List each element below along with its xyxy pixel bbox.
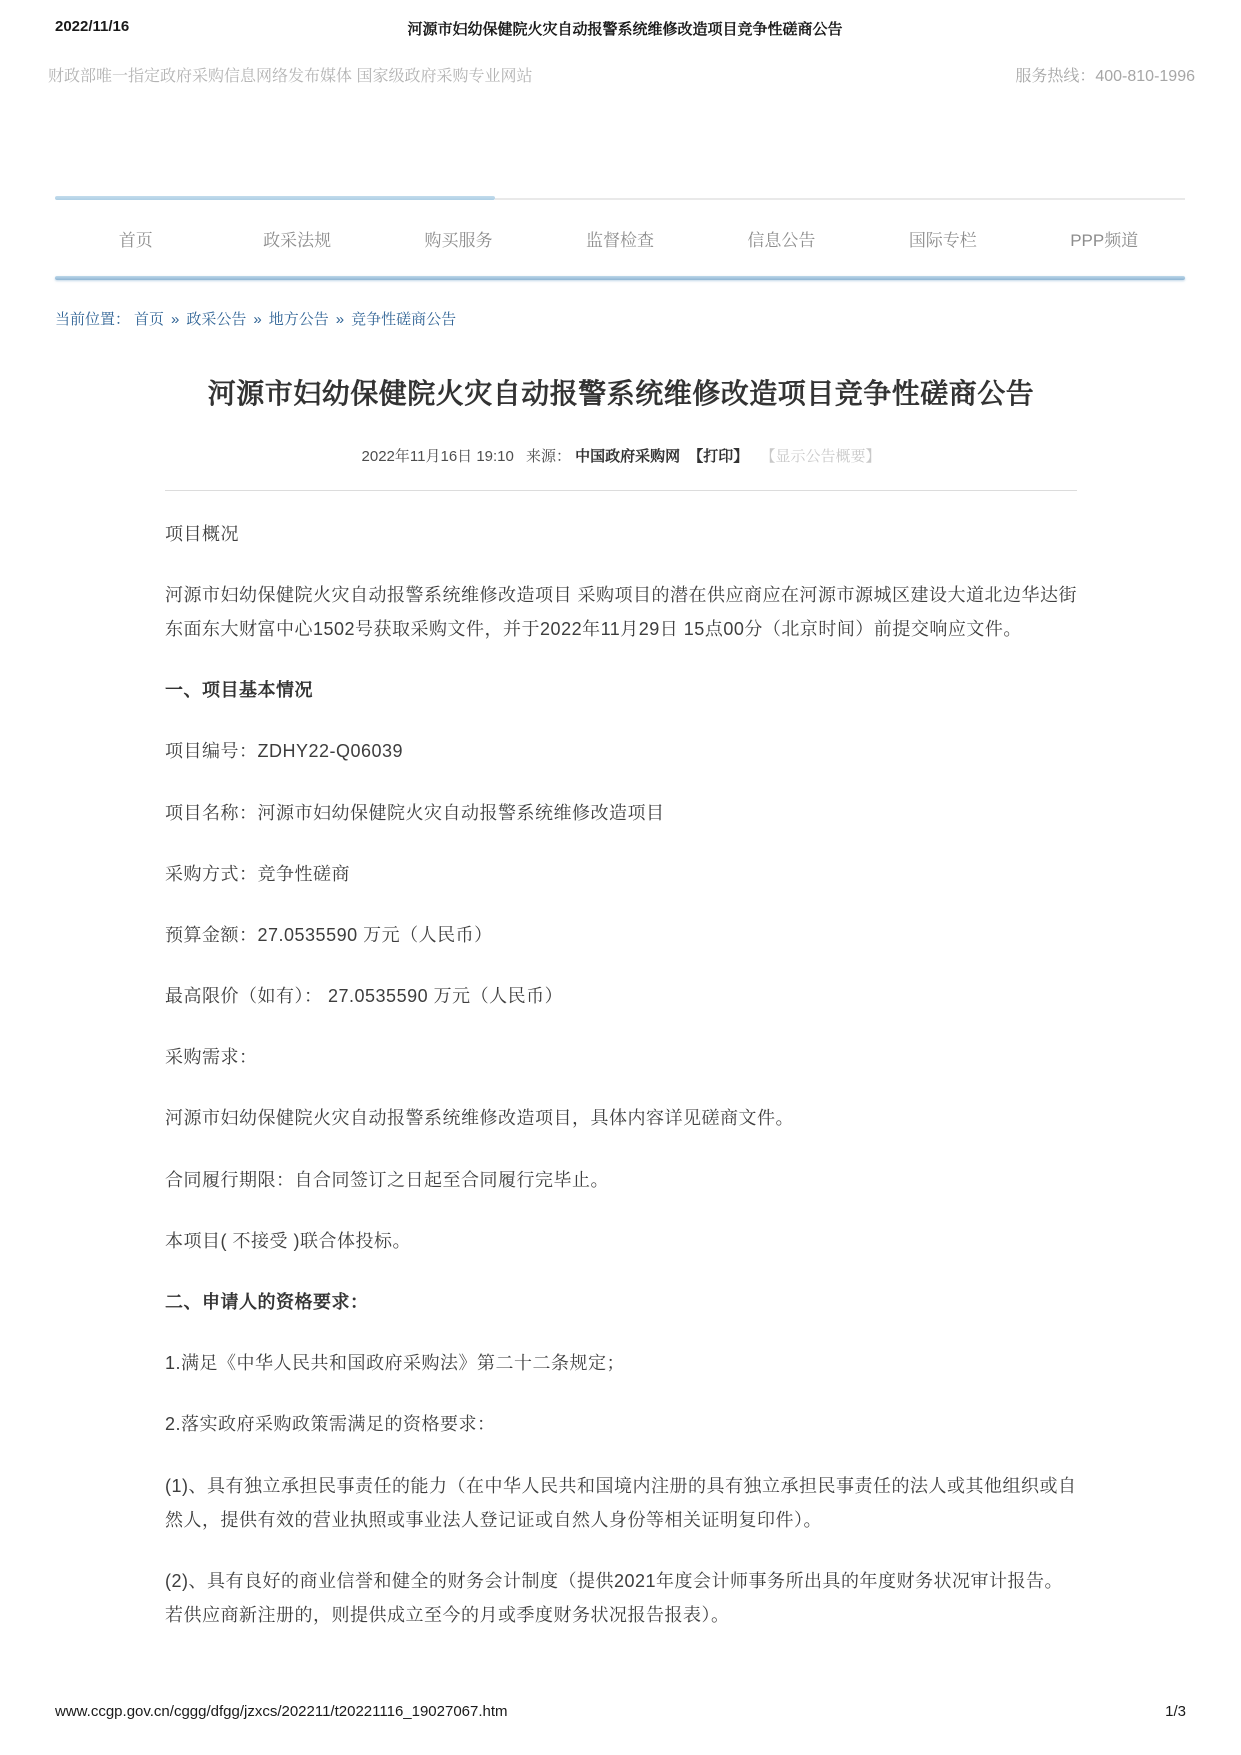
article-paragraph: 河源市妇幼保健院火灾自动报警系统维修改造项目，具体内容详见磋商文件。	[165, 1108, 794, 1129]
site-header	[48, 63, 1195, 86]
article-paragraph: 采购需求：	[165, 1047, 258, 1068]
print-date: 2022/11/16	[55, 18, 130, 35]
nav-item-label: 政采法规	[263, 230, 332, 250]
article-paragraph: 项目概况	[165, 523, 239, 544]
print-header	[55, 18, 1195, 40]
breadcrumb-link[interactable]: 首页	[134, 311, 165, 328]
meta-divider	[165, 490, 1077, 491]
article-paragraph: 二、申请人的资格要求：	[165, 1292, 369, 1313]
show-summary-button[interactable]: 【显示公告概要】	[760, 447, 881, 465]
nav-item[interactable]	[701, 200, 862, 276]
article-paragraph: 一、项目基本情况	[165, 680, 313, 701]
breadcrumb-separator: »	[171, 311, 180, 328]
article-meta	[165, 445, 1077, 466]
nav-items	[55, 200, 1185, 276]
article-title: 河源市妇幼保健院火灾自动报警系统维修改造项目竞争性磋商公告	[207, 378, 1035, 409]
breadcrumb-separator: »	[253, 311, 262, 328]
nav-item-label: 国际专栏	[908, 230, 977, 250]
article-source: 中国政府采购网	[575, 447, 681, 465]
nav-item-label: 信息公告	[747, 230, 816, 250]
article-paragraph: 合同履行期限：自合同签订之日起至合同履行完毕止。	[165, 1169, 609, 1190]
print-page-title: 河源市妇幼保健院火灾自动报警系统维修改造项目竞争性磋商公告	[407, 21, 843, 38]
nav-bottom-divider	[55, 276, 1185, 280]
article-paragraph: 项目编号：ZDHY22-Q06039	[165, 741, 404, 762]
breadcrumb-link[interactable]: 竞争性磋商公告	[351, 311, 457, 328]
breadcrumb-link[interactable]: 地方公告	[268, 311, 329, 328]
article-datetime: 2022年11月16日 19:10	[361, 447, 514, 465]
article-paragraph: 河源市妇幼保健院火灾自动报警系统维修改造项目 采购项目的潜在供应商应在河源市源城区建设大道北边华达街东面东大财富中心1502号获取采购文件，并于2022年11月29日 15点00分（北京时间）前提交响应文件。	[165, 584, 1077, 639]
nav-item[interactable]	[216, 200, 377, 276]
nav-item[interactable]	[539, 200, 700, 276]
article-paragraph: (1)、具有独立承担民事责任的能力（在中华人民共和国境内注册的具有独立承担民事责任的法人或其他组织或自然人，提供有效的营业执照或事业法人登记证或自然人身份等相关证明复印件）。	[165, 1475, 1077, 1530]
nav-item-label: PPP频道	[1070, 230, 1139, 250]
breadcrumb	[55, 308, 456, 329]
main-nav	[55, 196, 1185, 280]
article-paragraph: 采购方式：竞争性磋商	[165, 863, 350, 884]
print-footer	[55, 1703, 1186, 1720]
breadcrumb-label: 当前位置：	[55, 311, 131, 328]
breadcrumb-links	[134, 311, 456, 328]
nav-item[interactable]	[862, 200, 1023, 276]
breadcrumb-separator: »	[335, 311, 345, 328]
article-paragraph: (2)、具有良好的商业信誉和健全的财务会计制度（提供2021年度会计师事务所出具的年度财务状况审计报告。若供应商新注册的，则提供成立至今的月或季度财务状况报告报表）。	[165, 1570, 1064, 1626]
announcement-article	[165, 362, 1077, 1659]
print-footer-page-number: 1/3	[1165, 1703, 1186, 1720]
nav-item[interactable]	[378, 200, 539, 276]
nav-item-label: 购买服务	[424, 230, 493, 250]
nav-item[interactable]	[1024, 200, 1185, 276]
nav-item-label: 首页	[118, 230, 153, 250]
article-paragraph: 预算金额：27.0535590 万元（人民币）	[165, 924, 493, 945]
article-paragraph: 最高限价（如有）： 27.0535590 万元（人民币）	[165, 986, 564, 1007]
breadcrumb-link[interactable]: 政采公告	[186, 311, 247, 328]
article-paragraph: 项目名称：河源市妇幼保健院火灾自动报警系统维修改造项目	[165, 802, 665, 823]
service-hotline: 服务热线：400-810-1996	[1015, 68, 1195, 85]
article-paragraph: 本项目( 不接受 )联合体投标。	[165, 1230, 411, 1251]
print-button[interactable]: 【打印】	[688, 447, 749, 465]
print-footer-url: www.ccgp.gov.cn/cggg/dfgg/jzxcs/202211/t20221116_19027067.htm	[55, 1703, 508, 1720]
site-tagline: 财政部唯一指定政府采购信息网络发布媒体 国家级政府采购专业网站	[48, 68, 533, 85]
article-body	[165, 517, 1077, 1633]
article-paragraph: 1.满足《中华人民共和国政府采购法》第二十二条规定；	[165, 1353, 626, 1374]
article-source-label: 来源：	[526, 447, 572, 465]
nav-item[interactable]	[55, 200, 216, 276]
nav-item-label: 监督检查	[585, 230, 654, 250]
article-paragraph: 2.落实政府采购政策需满足的资格要求：	[165, 1414, 496, 1435]
